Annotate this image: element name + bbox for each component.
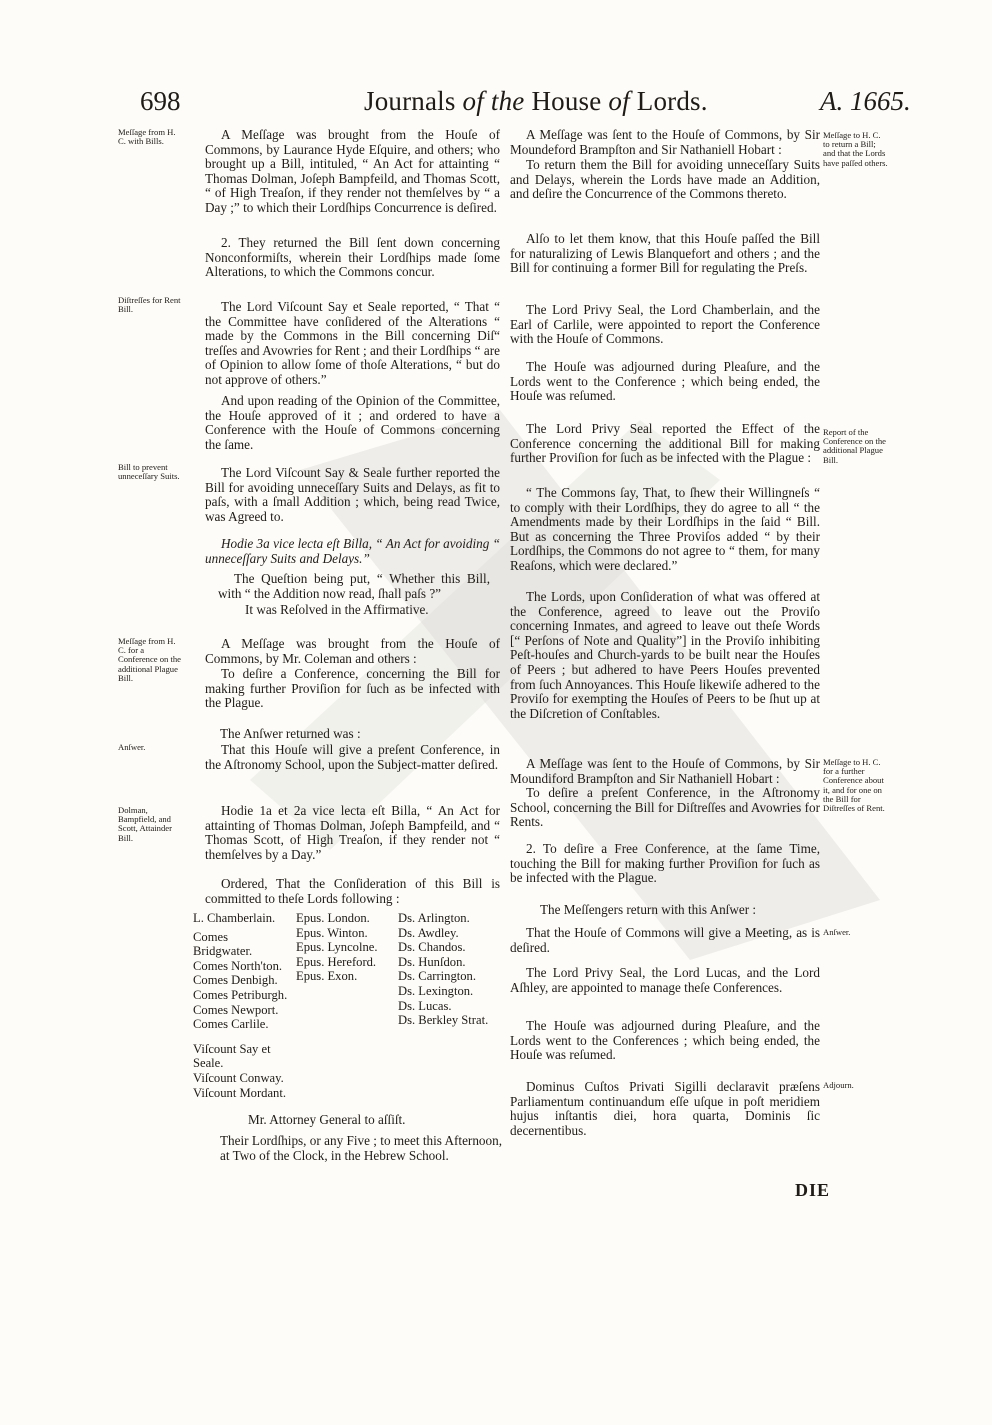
lord-entry: Epus. London. <box>296 911 370 925</box>
right-paragraph: Dominus Cuſtos Privati Sigilli declaravit præſens Parliamentum continuandum eſſe uſque in poſt meridiem hujus inſtantis diei, hora quarta, Dominis ſic decernentibus. <box>510 1079 820 1138</box>
year-heading: A. 1665. <box>820 86 911 116</box>
left-paragraph: A Meſſage was brought from the Houſe of Commons, by Mr. Coleman and others : <box>205 636 500 666</box>
title-word: Journals <box>364 86 456 116</box>
margin-note: Anſwer. <box>118 742 146 752</box>
lords-list-col2 <box>296 911 396 984</box>
left-paragraph: 2. They returned the Bill ſent down concerning Nonconformiſts, wherein their Lordſhips made ſome Alterations, to which the Commons concur. <box>205 235 500 280</box>
lord-entry: Ds. Carrington. <box>398 969 477 984</box>
right-paragraph: The Lord Privy Seal, the Lord Chamberlain, and the Earl of Carlile, were appointed to report the Conference with the Houſe of Commons. <box>510 302 820 347</box>
lord-entry: Ds. Awdley. <box>398 925 459 940</box>
lord-entry: Viſcount Mordant. <box>193 1085 286 1100</box>
lord-entry: Ds. Arlington. <box>398 911 470 925</box>
right-paragraph: To deſire a preſent Conference, in the Aſtronomy School, concerning the Bill for Diſtreſſes and Avowries for Rents. <box>510 785 820 830</box>
left-paragraph: Their Lordſhips, or any Five ; to meet this Afternoon, at Two of the Clock, in the Hebrew School. <box>220 1133 502 1163</box>
right-paragraph: A Meſſage was ſent to the Houſe of Commons, by Sir Moundeford Brampſton and Sir Nathaniell Hobart : <box>510 127 820 157</box>
right-paragraph: 2. To deſire a Free Conference, at the ſame Time, touching the Bill for making further Proviſion for ſuch as be infected with the Plague. <box>510 841 820 886</box>
left-paragraph: Hodie 3a vice lecta eſt Billa, “ An Act for avoiding “ unneceſſary Suits and Delays.” <box>205 536 500 566</box>
margin-note: Meſſage to H. C. to return a Bill; and that the Lords have paſſed others. <box>823 130 888 168</box>
lord-entry: Ds. Lucas. <box>398 998 452 1013</box>
page-number: 698 <box>140 86 181 116</box>
left-paragraph: That this Houſe will give a preſent Conference, in the Aſtronomy School, upon the Subject-matter deſired. <box>205 742 500 772</box>
right-paragraph: The Lord Privy Seal, the Lord Lucas, and the Lord Aſhley, are appointed to manage theſe Conferences. <box>510 965 820 995</box>
margin-note: Meſſage from H. C. for a Conference on the additional Plague Bill. <box>118 636 181 683</box>
left-paragraph: It was Reſolved in the Affirmative. <box>245 602 429 617</box>
lord-entry: Ds. Hunſdon. <box>398 954 466 969</box>
margin-note: Anſwer. <box>823 927 851 937</box>
right-paragraph: That the Houſe of Commons will give a Meeting, as is deſired. <box>510 925 820 955</box>
lord-entry: Comes Denbigh. <box>193 973 278 988</box>
lord-entry: Viſcount Conway. <box>193 1070 284 1085</box>
margin-note: Meſſage from H. C. with Bills. <box>118 127 176 147</box>
margin-note: Dolman, Bampfield, and Scott, Attainder Bill. <box>118 805 172 843</box>
title-word: Lords. <box>636 86 708 116</box>
margin-note: Adjourn. <box>823 1080 854 1090</box>
lord-spacer <box>193 1032 288 1042</box>
right-paragraph: Alſo to let them know, that this Houſe paſſed the Bill for naturalizing of Lewis Blanquefort and others ; and the Bill for continuing a former Bill for regulating the Preſs. <box>510 231 820 276</box>
left-paragraph: The Anſwer returned was : <box>220 726 361 741</box>
margin-note: Bill to prevent unneceſſary Suits. <box>118 462 180 482</box>
left-paragraph: The Queſtion being put, “ Whether this Bill, with “ the Addition now read, ſhall paſs ?” <box>218 571 490 601</box>
lord-entry: Viſcount Say et Seale. <box>193 1041 271 1071</box>
title-word: of <box>608 86 630 116</box>
lord-entry: Comes Petriburgh. <box>193 987 288 1002</box>
left-paragraph: To deſire a Conference, concerning the Bill for making further Proviſion for ſuch as be infected with the Plague. <box>205 666 500 711</box>
margin-note: Report of the Conference on the additional Plague Bill. <box>823 427 886 465</box>
lord-entry: Ds. Lexington. <box>398 983 474 998</box>
lord-entry: Comes Carlile. <box>193 1017 269 1032</box>
lords-list-col3 <box>398 911 508 1028</box>
left-paragraph: The Lord Viſcount Say et Seale reported, “ That “ the Committee have conſidered of the Alterations “ made by the Commons in the Bill concerning Diſ“ treſſes and Avowries for Rent ; and their Lordſhips “ are of Opinion to allow ſome of thoſe Alterations, “ but do not approve of others.” <box>205 299 500 387</box>
lord-entry: Ds. Berkley Strat. <box>398 1013 489 1028</box>
lord-entry: Comes North'ton. <box>193 958 283 973</box>
right-paragraph: The Houſe was adjourned during Pleaſure, and the Lords went to the Conferences ; which being ended, the Houſe was reſumed. <box>510 1018 820 1063</box>
right-paragraph: The Lords, upon Conſideration of what was offered at the Conference, agreed to leave out the Proviſo concerning Inmates, and agreed to leave out theſe Words [“ Perſons of Note and Quality”] in the Proviſo inhibiting Peſt-houſes and Church-yards to be built near the Houſes of Peers ; but adhered to have Peers Houſes prevented from ſuch Annoyances. This Houſe likewiſe adhered to the Proviſo for exempting the Houſes of Peers to be ſhut up at the Diſcretion of Conſtables. <box>510 589 820 721</box>
right-paragraph: To return them the Bill for avoiding unneceſſary Suits and Delays, wherein the Lords have made an Addition, and deſire the Concurrence of the Commons thereto. <box>510 157 820 202</box>
lord-entry: L. Chamberlain. <box>193 911 276 925</box>
lord-entry: Epus. Winton. <box>296 925 368 940</box>
right-paragraph: The Houſe was adjourned during Pleaſure, and the Lords went to the Conference ; which being ended, the Houſe was reſumed. <box>510 359 820 404</box>
right-paragraph: The Meſſengers return with this Anſwer : <box>540 902 757 917</box>
right-paragraph: “ The Commons ſay, That, to ſhew their Willingneſs “ to comply with their Lordſhips, they do agree to all “ the Amendments made by their Lordſhips in the ſaid “ Bill. But as concerning the Three Proviſos added “ by their Lordſhips, the Commons do not agree to “ them, for many Reaſons, which were declared.” <box>510 485 820 573</box>
left-paragraph: Ordered, That the Conſideration of this Bill is committed to theſe Lords following : <box>205 876 500 906</box>
lord-entry: Epus. Hereford. <box>296 954 377 969</box>
lord-entry: Ds. Chandos. <box>398 940 466 955</box>
right-paragraph: The Lord Privy Seal reported the Effect of the Conference concerning the additional Bill for making further Proviſion for ſuch as be infected with the Plague : <box>510 421 820 466</box>
left-paragraph: Hodie 1a et 2a vice lecta eſt Billa, “ An Act for attainting of Thomas Dolman, Joſeph Bampfeild, and “ Thomas Scott, of High Treaſon, if they render not “ themſelves by a Day.” <box>205 803 500 862</box>
lord-entry: Comes Bridgwater. <box>193 929 253 959</box>
right-paragraph: A Meſſage was ſent to the Houſe of Commons, by Sir Moundiford Brampſton and Sir Nathaniell Hobart : <box>510 756 820 786</box>
page-title <box>364 86 708 117</box>
lord-entry: Epus. Lyncolne. <box>296 940 378 955</box>
catchword: DIE <box>795 1180 831 1200</box>
left-paragraph: Mr. Attorney General to aſſiſt. <box>248 1112 406 1127</box>
margin-note: Diſtreſſes for Rent Bill. <box>118 295 181 315</box>
lord-entry: Epus. Exon. <box>296 969 358 984</box>
lord-entry: Comes Newport. <box>193 1002 279 1017</box>
left-paragraph: The Lord Viſcount Say & Seale further reported the Bill for avoiding unneceſſary Suits and Delays, as fit to paſs, with a ſmall Addition ; which, being read Twice, was Agreed to. <box>205 465 500 524</box>
lords-list-col1 <box>193 911 288 1100</box>
left-paragraph: And upon reading of the Opinion of the Committee, the Houſe approved of it ; and ordered to have a Conference with the Houſe of Commons concerning the ſame. <box>205 393 500 452</box>
title-word: of the <box>462 86 525 116</box>
title-word: House <box>531 86 602 116</box>
margin-note: Meſſage to H. C. for a further Conference about it, and for one on the Bill for Diſtreſſes of Rent. <box>823 757 885 814</box>
left-paragraph: A Meſſage was brought from the Houſe of Commons, by Laurance Hyde Eſquire, and others; who brought up a Bill, intituled, “ An Act for attainting “ Thomas Dolman, Joſeph Bampfeild, and Thomas Scott, “ of High Treaſon, if they render not themſelves by “ a Day ;” to which their Lordſhips Concurrence is deſired. <box>205 127 500 215</box>
